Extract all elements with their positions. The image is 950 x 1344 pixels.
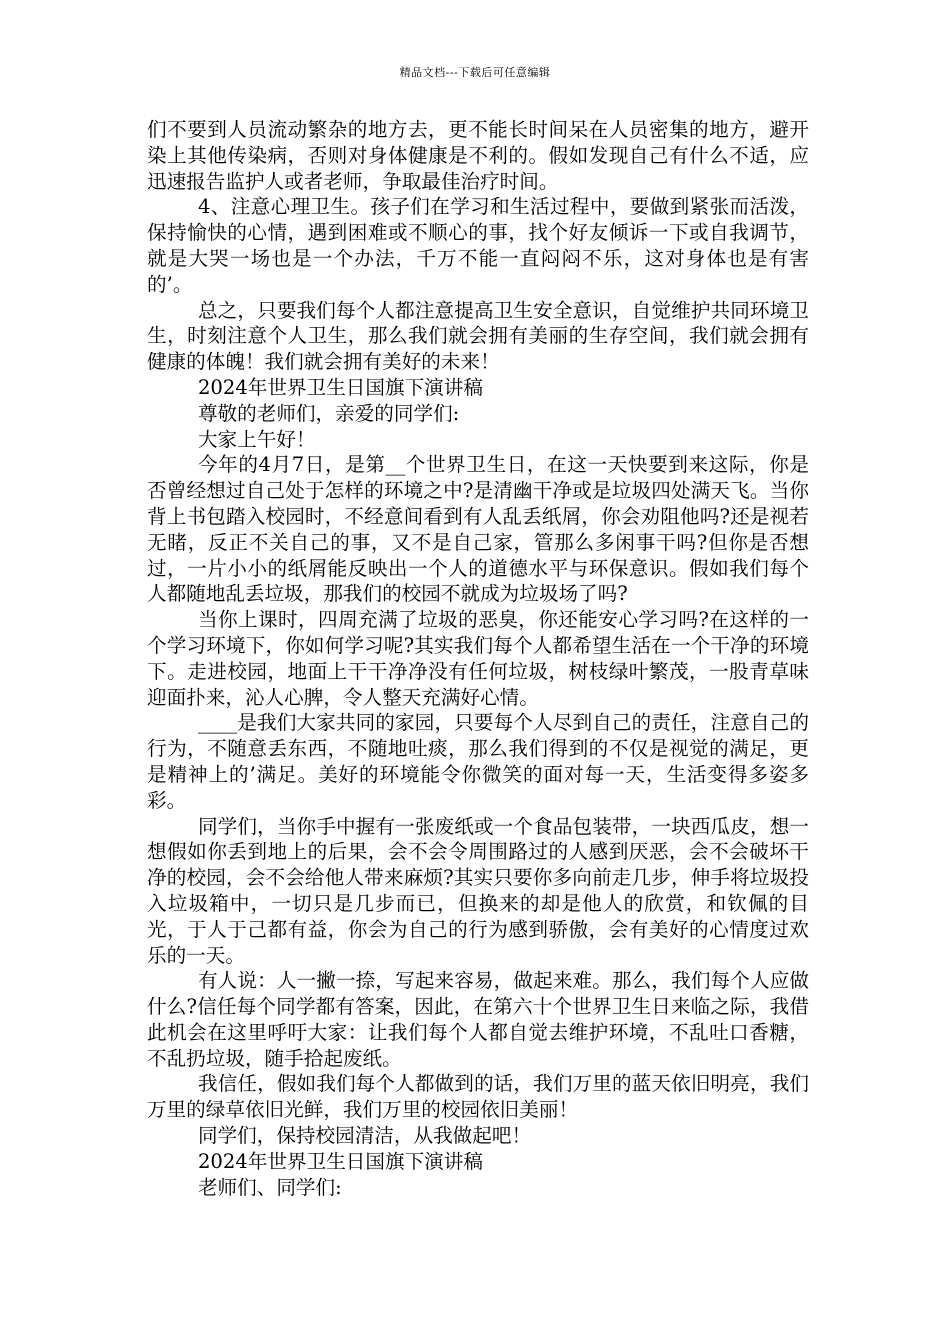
paragraph: 同学们，当你手中握有一张废纸或一个食品包装带，一块西瓜皮，想一想假如你丢到地上的后果，会不会令周围路过的人感到厌恶，会不会破坏干净的校园，会不会给他人带来麻烦?其实只要你多向前走几步，伸手将垃圾投入垃圾箱中，一切只是几步而已，但换来的却是他人的欣赏，和钦佩的目光，于人于己都有益，你会为自己的行为感到骄傲，会有美好的心情度过欢乐的一天。 bbox=[147, 814, 809, 967]
paragraph: ____是我们大家共同的家园，只要每个人尽到自己的责任，注意自己的行为，不随意丢东西，不随地吐痰，那么我们得到的不仅是视觉的满足，更是精神上的’满足。美好的环境能令你微笑的面对每一天，生活变得多姿多彩。 bbox=[147, 711, 809, 812]
paragraph: 总之，只要我们每个人都注意提高卫生安全意识，自觉维护共同环境卫生，时刻注意个人卫生，那么我们就会拥有美丽的生存空间，我们就会拥有健康的体魄！我们就会拥有美好的未来！ bbox=[147, 298, 809, 374]
section-title: 2024年世界卫生日国旗下演讲稿 bbox=[197, 375, 483, 399]
paragraph: 有人说：人一撇一捺，写起来容易，做起来难。那么，我们每个人应做什么?信任每个同学都有答案，因此，在第六十个世界卫生日来临之际，我借此机会在这里呼吁大家：让我们每个人都自觉去维护环境，不乱吐口香糖，不乱扔垃圾，随手拾起废纸。 bbox=[147, 969, 809, 1070]
closing-line: 同学们，保持校园清洁，从我做起吧！ bbox=[197, 1124, 532, 1148]
paragraph: 我信任，假如我们每个人都做到的话，我们万里的蓝天依旧明亮，我们万里的绿草依旧光鲜，我们万里的校园依旧美丽！ bbox=[147, 1072, 809, 1122]
paragraph: 们不要到人员流动繁杂的地方去，更不能长时间呆在人员密集的地方，避开染上其他传染病，否则对身体健康是不利的。假如发现自己有什么不适，应迅速报告监护人或者老师，争取最佳治疗时间。 bbox=[147, 118, 809, 193]
paragraph: 4、注意心理卫生。孩子们在学习和生活过程中，要做到紧张而活泼，保持愉快的心情，遇到困难或不顺心的事，找个好友倾诉一下或自我调节，就是大哭一场也是一个办法，千万不能一直闷闷不乐，这对身体也是有害的’。 bbox=[147, 195, 809, 296]
salutation: 老师们、同学们: bbox=[197, 1175, 342, 1199]
greeting: 大家上午好！ bbox=[197, 427, 316, 451]
document-body bbox=[147, 117, 809, 1200]
page-header: 精品文档---下载后可任意编辑 bbox=[399, 66, 551, 79]
salutation: 尊敬的老师们，亲爱的同学们: bbox=[197, 401, 460, 425]
section-title: 2024年世界卫生日国旗下演讲稿 bbox=[197, 1149, 483, 1173]
paragraph: 今年的4月7日，是第__个世界卫生日，在这一天快要到来这际，你是否曾经想过自己处于怎样的环境之中?是清幽干净或是垃圾四处满天飞。当你背上书包踏入校园时，不经意间看到有人乱丢纸屑，你会劝阻他吗?还是视若无睹，反正不关自己的事，又不是自己家，管那么多闲事干吗?但你是否想过，一片小小的纸屑能反映出一个人的道德水平与环保意识。假如我们每个人都随地乱丢垃圾，那我们的校园不就成为垃圾场了吗? bbox=[147, 453, 809, 606]
paragraph: 当你上课时，四周充满了垃圾的恶臭，你还能安心学习吗?在这样的一个学习环境下，你如何学习呢?其实我们每个人都希望生活在一个干净的环境下。走进校园，地面上干干净净没有任何垃圾，树枝绿叶繁茂，一股青草味迎面扑来，沁人心脾，令人整天充满好心情。 bbox=[147, 608, 809, 709]
